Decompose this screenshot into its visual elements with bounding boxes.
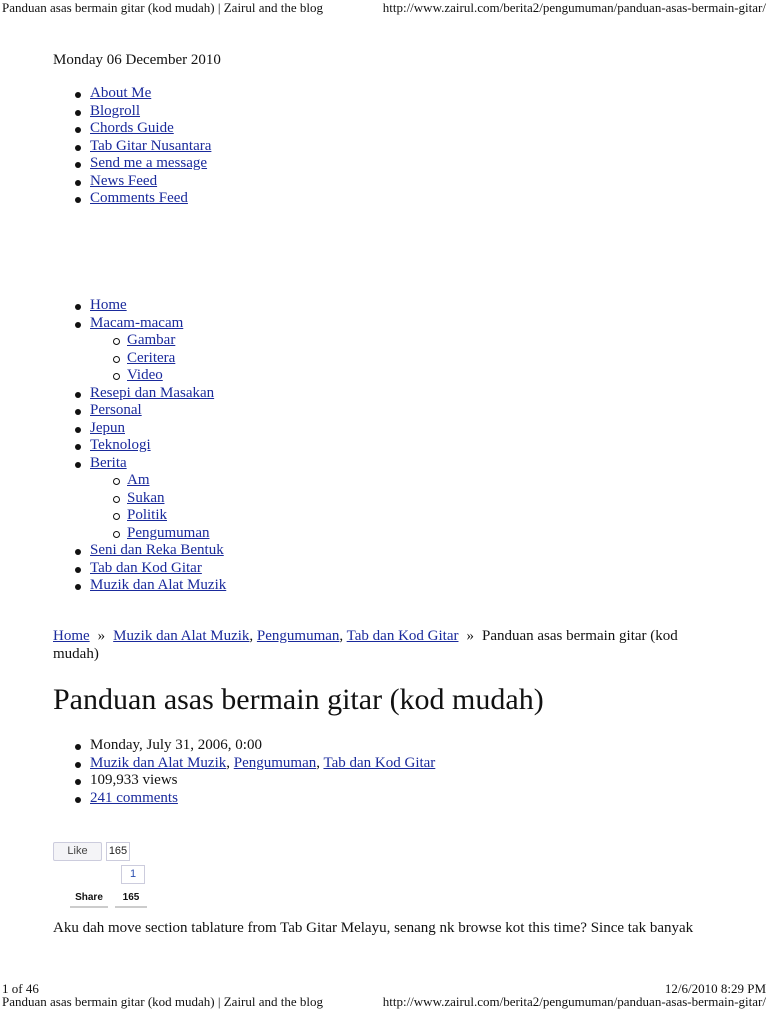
breadcrumb-category-muzik[interactable]: Muzik dan Alat Muzik <box>113 628 250 644</box>
main-nav-link-tab-dan-kod-gitar[interactable]: Tab dan Kod Gitar <box>90 559 202 576</box>
main-nav-link-macam-macam[interactable]: Macam-macam <box>90 314 184 331</box>
post-category-comma: , <box>226 754 234 771</box>
top-nav-item <box>72 155 211 173</box>
post-title: Panduan asas bermain gitar (kod mudah) <box>53 683 544 716</box>
main-nav-link-resepi-dan-masakan[interactable]: Resepi dan Masakan <box>90 384 215 401</box>
main-nav-subitem <box>72 525 226 543</box>
breadcrumb-category-pengumuman[interactable]: Pengumuman <box>256 628 340 644</box>
post-date-text: Monday, July 31, 2006, 0:00 <box>90 737 262 753</box>
main-nav-link-personal[interactable]: Personal <box>90 402 142 418</box>
main-nav-subitem <box>72 472 226 490</box>
main-nav-link-home[interactable]: Home <box>90 297 127 313</box>
header-page-url: http://www.zairul.com/berita2/pengumuman/panduan-asas-bermain-gitar/ <box>382 0 766 15</box>
main-nav-item <box>72 297 226 315</box>
main-nav-subitem <box>72 367 226 385</box>
main-nav-item <box>72 455 226 473</box>
main-nav-link-ceritera[interactable]: Ceritera <box>127 349 176 366</box>
post-body-text: Aku dah move section tablature from Tab Gitar Melayu, senang nk browse kot this time? Since tak banyak <box>53 920 694 936</box>
breadcrumb-comma: , <box>339 628 347 644</box>
main-nav-item <box>72 542 226 560</box>
top-nav-item <box>72 173 211 191</box>
main-nav-link-gambar[interactable]: Gambar <box>127 332 176 348</box>
like-label: Like <box>67 845 88 857</box>
top-nav-link-chords-guide[interactable]: Chords Guide <box>90 120 174 136</box>
main-nav-link-video[interactable]: Video <box>127 367 163 383</box>
post-views-text: 109,933 views <box>90 772 178 788</box>
main-nav-link-am[interactable]: Am <box>127 472 150 488</box>
main-nav-item <box>72 577 226 595</box>
main-nav-subitem <box>72 350 226 368</box>
top-nav-item <box>72 85 211 103</box>
main-nav-link-teknologi[interactable]: Teknologi <box>90 437 151 453</box>
top-nav-item <box>72 138 211 156</box>
header-page-url: http://www.zairul.com/berita2/pengumuman/panduan-asas-bermain-gitar/ <box>382 994 766 1009</box>
footer-datetime: 12/6/2010 8:29 PM <box>664 981 766 996</box>
post-date <box>72 737 435 755</box>
top-nav-link-about-me[interactable]: About Me <box>90 85 152 101</box>
top-nav-link-send-me-a-message[interactable]: Send me a message <box>90 155 208 171</box>
main-nav-link-jepun[interactable]: Jepun <box>90 419 125 436</box>
main-nav-subitem <box>72 507 226 525</box>
post-comments <box>72 790 435 808</box>
header-page-title: Panduan asas bermain gitar (kod mudah) | Zairul and the blog <box>2 0 324 15</box>
main-nav-subitem <box>72 332 226 350</box>
main-nav-link-politik[interactable]: Politik <box>127 507 168 523</box>
breadcrumb-home-link[interactable]: Home <box>53 628 90 644</box>
top-nav-item <box>72 103 211 121</box>
share-count-bubble: 1 <box>121 865 145 884</box>
post-category-tab[interactable]: Tab dan Kod Gitar <box>323 754 436 771</box>
footer-page-number: 1 of 46 <box>2 981 39 996</box>
main-nav-item <box>72 420 226 438</box>
top-nav-link-comments-feed[interactable]: Comments Feed <box>90 190 188 206</box>
page-date: Monday 06 December 2010 <box>53 52 221 68</box>
post-views <box>72 772 435 790</box>
top-nav-link-news-feed[interactable]: News Feed <box>90 172 158 189</box>
post-meta-list <box>72 737 435 807</box>
post-categories <box>72 755 435 773</box>
main-nav-link-sukan[interactable]: Sukan <box>127 489 165 506</box>
main-nav-list <box>72 297 226 595</box>
post-comments-link[interactable]: 241 comments <box>90 789 178 806</box>
main-nav-link-berita[interactable]: Berita <box>90 454 127 471</box>
breadcrumb-current: Panduan asas bermain gitar (kod mudah) <box>53 628 678 662</box>
main-nav-item <box>72 437 226 455</box>
share-count: 165 <box>115 890 147 908</box>
main-nav-subitem <box>72 490 226 508</box>
breadcrumb-comma: , <box>249 628 257 644</box>
main-nav-item <box>72 402 226 420</box>
main-nav-link-muzik-dan-alat-muzik[interactable]: Muzik dan Alat Muzik <box>90 577 227 593</box>
top-nav-item <box>72 190 211 208</box>
top-nav-item <box>72 120 211 138</box>
main-nav-link-pengumuman[interactable]: Pengumuman <box>127 524 210 541</box>
like-button[interactable] <box>53 842 102 861</box>
breadcrumb <box>53 627 693 663</box>
main-nav-item <box>72 560 226 578</box>
main-nav-item <box>72 385 226 403</box>
breadcrumb-category-tab[interactable]: Tab dan Kod Gitar <box>346 628 459 644</box>
post-category-muzik[interactable]: Muzik dan Alat Muzik <box>90 754 227 771</box>
header-page-title: Panduan asas bermain gitar (kod mudah) | Zairul and the blog <box>2 994 324 1009</box>
post-category-comma: , <box>316 754 324 771</box>
main-nav-item <box>72 315 226 333</box>
top-nav-link-blogroll[interactable]: Blogroll <box>90 102 141 119</box>
top-nav-list <box>72 85 211 208</box>
top-nav-link-tab-gitar-nusantara[interactable]: Tab Gitar Nusantara <box>90 137 212 154</box>
main-nav-link-seni-dan-reka-bentuk[interactable]: Seni dan Reka Bentuk <box>90 542 224 558</box>
breadcrumb-separator: » <box>97 628 106 644</box>
share-button[interactable]: Share <box>70 890 108 908</box>
breadcrumb-separator: » <box>466 628 474 644</box>
like-count: 165 <box>106 842 130 861</box>
post-category-pengumuman[interactable]: Pengumuman <box>233 754 317 771</box>
